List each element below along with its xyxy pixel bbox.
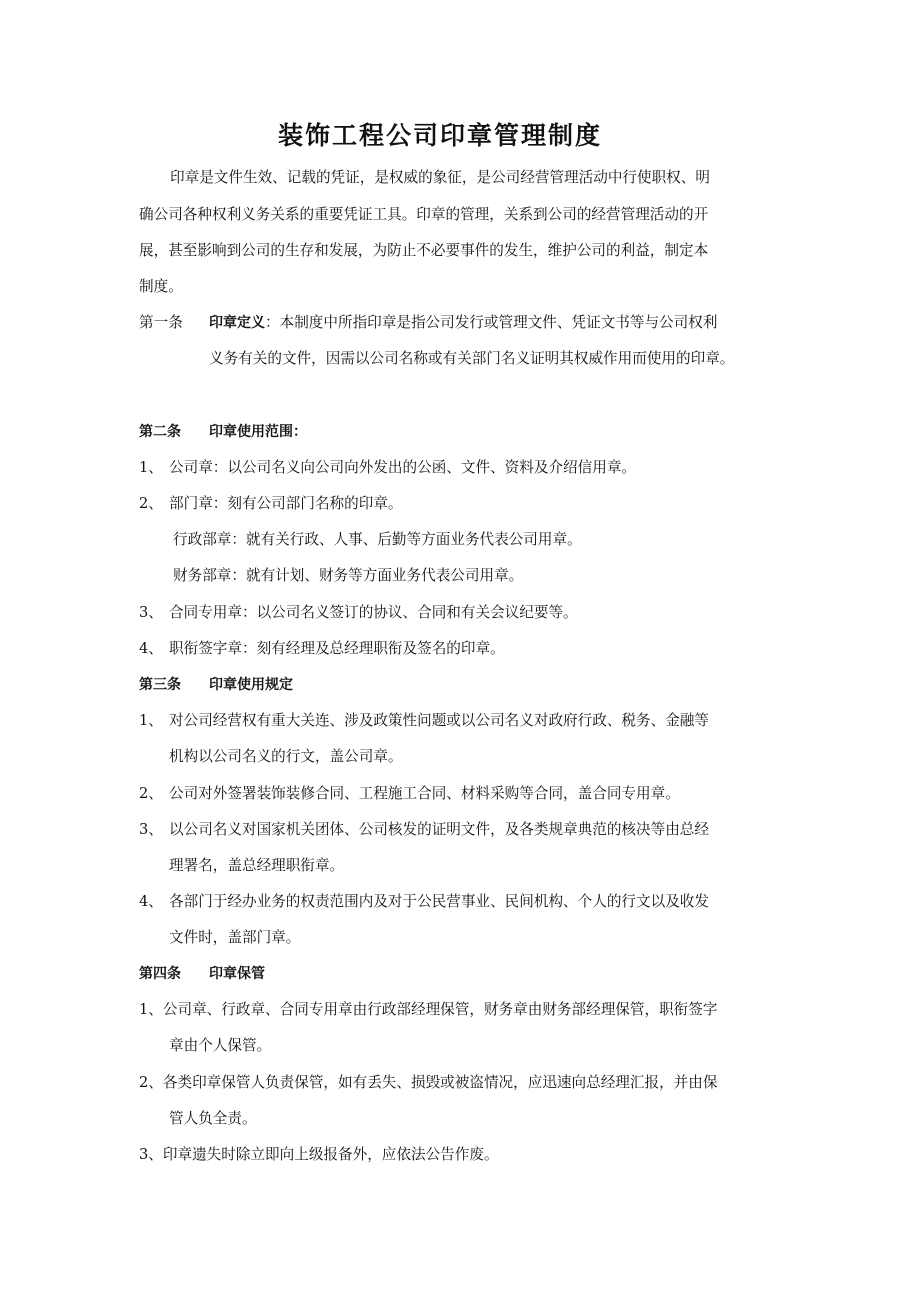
document-title: 装饰工程公司印章管理制度	[277, 121, 602, 150]
list-item-number: 1、	[139, 459, 163, 476]
list-item-text: 部门章：刻有公司部门名称的印章。	[169, 495, 403, 512]
list-item-number: 3、	[139, 821, 163, 838]
list-item	[139, 711, 709, 731]
list-item-number: 3、	[139, 1146, 163, 1163]
sub-item: 行政部章：就有关行政、人事、后勤等方面业务代表公司用章。	[173, 531, 582, 548]
article-3-heading: 印章使用规定	[209, 677, 293, 693]
list-item	[139, 1073, 717, 1093]
list-item	[139, 1145, 499, 1165]
intro-line: 制度。	[139, 278, 183, 295]
list-item-text: 各部门于经办业务的权责范围内及对于公民营事业、民间机构、个人的行文以及收发	[169, 893, 709, 910]
list-item	[139, 494, 403, 514]
article-4-header	[139, 964, 265, 984]
list-item-number: 1、	[139, 712, 163, 729]
list-item	[139, 1000, 717, 1020]
list-item-text: 对公司经营权有重大关连、涉及政策性问题或以公司名义对政府行政、税务、金融等	[169, 712, 709, 729]
article-3-header	[139, 675, 293, 695]
article-1-colon: ：	[265, 314, 280, 331]
list-item	[139, 820, 709, 840]
list-item-continuation: 机构以公司名义的行文，盖公司章。	[169, 748, 403, 765]
list-item-number: 4、	[139, 640, 163, 657]
list-item-number: 4、	[139, 893, 163, 910]
intro-line: 确公司各种权利义务关系的重要凭证工具。印章的管理，关系到公司的经营管理活动的开	[139, 206, 709, 223]
intro-line: 印章是文件生效、记载的凭证，是权威的象征，是公司经营管理活动中行使职权、明	[170, 169, 710, 186]
list-item	[139, 639, 505, 659]
article-2-number: 第二条	[139, 424, 181, 440]
list-item-continuation: 文件时，盖部门章。	[169, 929, 301, 946]
list-item-continuation: 管人负全责。	[169, 1110, 257, 1127]
list-item-number: 2、	[139, 785, 163, 802]
article-1-line-2: 义务有关的文件，因需以公司名称或有关部门名义证明其权威作用而使用的印章。	[209, 350, 735, 367]
list-item-text: 公司章、行政章、合同专用章由行政部经理保管，财务章由财务部经理保管，职衔签字	[162, 1001, 718, 1018]
list-item-number: 3、	[139, 604, 163, 621]
list-item-number: 1、	[139, 1001, 163, 1018]
article-4-number: 第四条	[139, 966, 181, 982]
list-item-continuation: 章由个人保管。	[169, 1037, 272, 1054]
list-item-number: 2、	[139, 495, 163, 512]
article-1-heading: 印章定义	[209, 315, 265, 331]
article-2-heading: 印章使用范围：	[209, 424, 307, 440]
list-item	[139, 784, 680, 804]
list-item-text: 公司对外签署装饰装修合同、工程施工合同、材料采购等合同，盖合同专用章。	[169, 785, 680, 802]
article-4-heading: 印章保管	[209, 966, 265, 982]
list-item	[139, 892, 709, 912]
list-item-text: 职衔签字章：刻有经理及总经理职衔及签名的印章。	[169, 640, 505, 657]
list-item	[139, 603, 578, 623]
article-2-header	[139, 422, 307, 442]
list-item-text: 各类印章保管人负责保管，如有丢失、损毁或被盗情况，应迅速向总经理汇报，并由保	[162, 1074, 718, 1091]
sub-item: 财务部章：就有计划、财务等方面业务代表公司用章。	[173, 567, 524, 584]
list-item	[139, 458, 636, 478]
list-item-number: 2、	[139, 1074, 163, 1091]
list-item-text: 印章遗失时除立即向上级报备外，应依法公告作废。	[162, 1146, 499, 1163]
article-1-line-1	[139, 313, 717, 333]
list-item-continuation: 理署名，盖总经理职衔章。	[169, 857, 345, 874]
list-item-text: 以公司名义对国家机关团体、公司核发的证明文件，及各类规章典范的核决等由总经	[169, 821, 709, 838]
list-item-text: 合同专用章：以公司名义签订的协议、合同和有关会议纪要等。	[169, 604, 578, 621]
article-1-text: 本制度中所指印章是指公司发行或管理文件、凭证文书等与公司权利	[279, 314, 718, 331]
intro-line: 展，甚至影响到公司的生存和发展，为防止不必要事件的发生，维护公司的利益，制定本	[139, 242, 709, 259]
article-1-number: 第一条	[139, 314, 183, 331]
list-item-text: 公司章：以公司名义向公司向外发出的公函、文件、资料及介绍信用章。	[169, 459, 637, 476]
article-3-number: 第三条	[139, 677, 181, 693]
